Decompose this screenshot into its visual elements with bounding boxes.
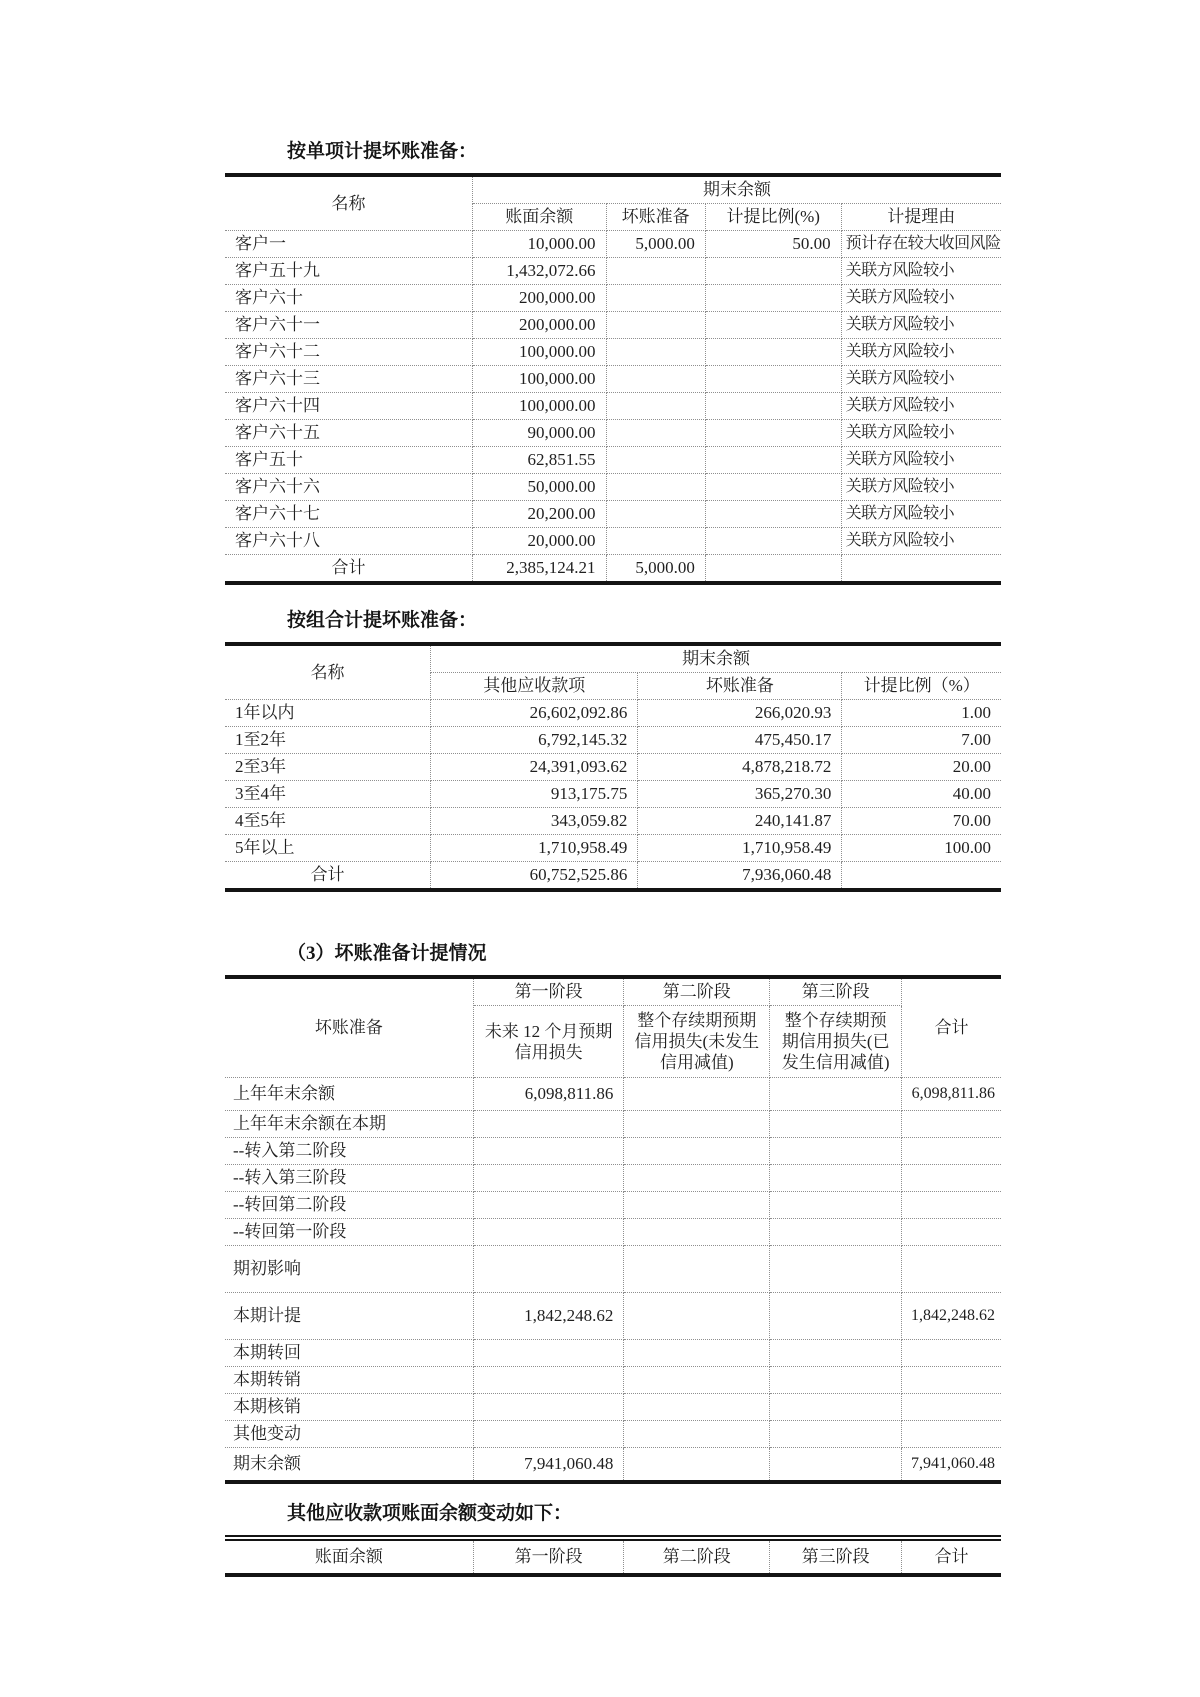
- receivable-cell: 1,710,958.49: [431, 835, 638, 862]
- stage2-cell: [624, 1421, 770, 1448]
- table-row: [225, 501, 1001, 528]
- item-label-cell: 本期转回: [225, 1340, 473, 1367]
- table-row: [225, 1138, 1001, 1165]
- total-cell: [902, 1219, 1001, 1246]
- book-balance-movement-table: [225, 1535, 1001, 1577]
- stage2-cell: [624, 1448, 770, 1483]
- name-cell: 客户六十四: [225, 393, 473, 420]
- name-cell: 客户六十三: [225, 366, 473, 393]
- section-book-balance-movement: [225, 1502, 1001, 1577]
- total-row: [225, 555, 1001, 584]
- item-label-cell: 本期转销: [225, 1367, 473, 1394]
- col-header-stage2-desc: 整个存续期预期信用损失(未发生信用减值): [624, 1006, 770, 1078]
- stage1-cell: [473, 1340, 624, 1367]
- provision-cell: [606, 258, 705, 285]
- total-row: [225, 862, 1001, 891]
- receivable-cell: 26,602,092.86: [431, 700, 638, 727]
- name-cell: 客户六十: [225, 285, 473, 312]
- balance-cell: 20,200.00: [473, 501, 606, 528]
- receivable-cell: 24,391,093.62: [431, 754, 638, 781]
- total-cell: [902, 1111, 1001, 1138]
- table-row: [225, 474, 1001, 501]
- stage2-cell: [624, 1394, 770, 1421]
- ratio-cell: [705, 285, 841, 312]
- total-label-cell: 合计: [225, 555, 473, 584]
- col-header-name: 名称: [225, 644, 431, 700]
- table-row: [225, 420, 1001, 447]
- item-label-cell: 期末余额: [225, 1448, 473, 1483]
- table-row: [225, 285, 1001, 312]
- item-label-cell: 本期计提: [225, 1293, 473, 1340]
- total-cell: [902, 1421, 1001, 1448]
- stage3-cell: [770, 1293, 902, 1340]
- table-row: [225, 393, 1001, 420]
- total-label-cell: 合计: [225, 862, 431, 891]
- total-cell: [902, 1367, 1001, 1394]
- stage2-cell: [624, 1192, 770, 1219]
- stage3-cell: [770, 1421, 902, 1448]
- provision-cell: [606, 420, 705, 447]
- col-header-stage2: 第二阶段: [624, 977, 770, 1006]
- provision-cell: [606, 501, 705, 528]
- total-cell: [902, 1340, 1001, 1367]
- section2-title: 按组合计提坏账准备：: [287, 610, 478, 631]
- stage3-cell: [770, 1246, 902, 1293]
- item-label-cell: 期初影响: [225, 1246, 473, 1293]
- balance-cell: 90,000.00: [473, 420, 606, 447]
- name-cell: 客户五十: [225, 447, 473, 474]
- provision-cell: [606, 312, 705, 339]
- provision-cell: [606, 447, 705, 474]
- col-header-stage3: 第三阶段: [770, 1538, 902, 1575]
- reason-cell: 关联方风险较小: [841, 339, 1001, 366]
- total-ratio-cell: [705, 555, 841, 584]
- portfolio-provision-table: [225, 642, 1001, 892]
- stage3-cell: [770, 1192, 902, 1219]
- header-row-stages: [225, 977, 1001, 1006]
- total-cell: 1,842,248.62: [902, 1293, 1001, 1340]
- item-label-cell: 其他变动: [225, 1421, 473, 1448]
- balance-cell: 100,000.00: [473, 366, 606, 393]
- table-row: [225, 1340, 1001, 1367]
- provision-cell: [606, 339, 705, 366]
- stage3-cell: [770, 1219, 902, 1246]
- col-header-provision-ratio: 计提比例（%）: [842, 673, 1001, 700]
- total-cell: 7,941,060.48: [902, 1448, 1001, 1483]
- table-row: [225, 231, 1001, 258]
- provision-cell: 240,141.87: [638, 808, 842, 835]
- header-row: [225, 1538, 1001, 1575]
- ratio-cell: 100.00: [842, 835, 1001, 862]
- table-row: [225, 312, 1001, 339]
- section4-title: 其他应收款项账面余额变动如下：: [287, 1503, 573, 1524]
- item-label-cell: --转入第二阶段: [225, 1138, 473, 1165]
- name-cell: 客户六十七: [225, 501, 473, 528]
- item-label-cell: 上年年末余额在本期: [225, 1111, 473, 1138]
- table-row: [225, 447, 1001, 474]
- stage2-cell: [624, 1138, 770, 1165]
- total-provision-cell: 7,936,060.48: [638, 862, 842, 891]
- item-label-cell: --转回第一阶段: [225, 1219, 473, 1246]
- table-row: [225, 1421, 1001, 1448]
- table-row: [225, 808, 1001, 835]
- provision-stage-table: [225, 975, 1001, 1484]
- ratio-cell: [705, 312, 841, 339]
- col-header-book-balance: 账面余额: [225, 1538, 473, 1575]
- col-header-provision: 坏账准备: [225, 977, 473, 1078]
- total-ratio-cell: [842, 862, 1001, 891]
- balance-cell: 100,000.00: [473, 393, 606, 420]
- col-header-total: 合计: [902, 1538, 1001, 1575]
- reason-cell: 关联方风险较小: [841, 528, 1001, 555]
- stage3-cell: [770, 1138, 902, 1165]
- section-portfolio-provision: [225, 609, 1001, 892]
- aging-cell: 1年以内: [225, 700, 431, 727]
- provision-cell: [606, 285, 705, 312]
- reason-cell: 预计存在较大收回风险: [841, 231, 1001, 258]
- balance-cell: 10,000.00: [473, 231, 606, 258]
- reason-cell: 关联方风险较小: [841, 285, 1001, 312]
- aging-cell: 1至2年: [225, 727, 431, 754]
- reason-cell: 关联方风险较小: [841, 474, 1001, 501]
- col-header-stage3: 第三阶段: [770, 977, 902, 1006]
- stage2-cell: [624, 1219, 770, 1246]
- table-row: [225, 1394, 1001, 1421]
- ratio-cell: [705, 447, 841, 474]
- ratio-cell: [705, 420, 841, 447]
- item-label-cell: 上年年末余额: [225, 1078, 473, 1111]
- ratio-cell: 70.00: [842, 808, 1001, 835]
- balance-cell: 20,000.00: [473, 528, 606, 555]
- name-cell: 客户六十二: [225, 339, 473, 366]
- ratio-cell: 1.00: [842, 700, 1001, 727]
- total-cell: [902, 1394, 1001, 1421]
- table-row: [225, 781, 1001, 808]
- stage3-cell: [770, 1078, 902, 1111]
- reason-cell: 关联方风险较小: [841, 366, 1001, 393]
- table-row: [225, 1293, 1001, 1340]
- total-reason-cell: [841, 555, 1001, 584]
- reason-cell: 关联方风险较小: [841, 393, 1001, 420]
- name-cell: 客户六十五: [225, 420, 473, 447]
- stage1-cell: [473, 1421, 624, 1448]
- provision-cell: 4,878,218.72: [638, 754, 842, 781]
- name-cell: 客户六十八: [225, 528, 473, 555]
- col-header-bad-debt-provision: 坏账准备: [606, 204, 705, 231]
- provision-cell: [606, 474, 705, 501]
- section1-title: 按单项计提坏账准备：: [287, 141, 478, 162]
- col-header-provision-ratio: 计提比例(%): [705, 204, 841, 231]
- col-header-stage2: 第二阶段: [624, 1538, 770, 1575]
- col-header-stage1: 第一阶段: [473, 1538, 624, 1575]
- stage2-cell: [624, 1078, 770, 1111]
- col-header-book-balance: 账面余额: [473, 204, 606, 231]
- stage1-cell: [473, 1219, 624, 1246]
- table-row: [225, 258, 1001, 285]
- stage1-cell: [473, 1367, 624, 1394]
- stage1-cell: [473, 1394, 624, 1421]
- header-row-group: [225, 175, 1001, 204]
- table-row: [225, 1448, 1001, 1483]
- table-row: [225, 1192, 1001, 1219]
- reason-cell: 关联方风险较小: [841, 420, 1001, 447]
- name-cell: 客户六十一: [225, 312, 473, 339]
- stage1-cell: 6,098,811.86: [473, 1078, 624, 1111]
- table-row: [225, 754, 1001, 781]
- stage2-cell: [624, 1293, 770, 1340]
- stage2-cell: [624, 1367, 770, 1394]
- stage3-cell: [770, 1165, 902, 1192]
- provision-cell: 365,270.30: [638, 781, 842, 808]
- document-page: [225, 0, 1001, 1577]
- stage1-cell: [473, 1138, 624, 1165]
- reason-cell: 关联方风险较小: [841, 447, 1001, 474]
- col-header-stage1: 第一阶段: [473, 977, 624, 1006]
- stage1-cell: [473, 1192, 624, 1219]
- col-header-ending-balance: 期末余额: [473, 175, 1001, 204]
- item-label-cell: 本期核销: [225, 1394, 473, 1421]
- balance-cell: 50,000.00: [473, 474, 606, 501]
- reason-cell: 关联方风险较小: [841, 258, 1001, 285]
- col-header-stage1-desc: 未来 12 个月预期信用损失: [473, 1006, 624, 1078]
- individual-provision-table: [225, 173, 1001, 585]
- ratio-cell: 7.00: [842, 727, 1001, 754]
- table-row: [225, 366, 1001, 393]
- stage2-cell: [624, 1340, 770, 1367]
- ratio-cell: 20.00: [842, 754, 1001, 781]
- stage3-cell: [770, 1448, 902, 1483]
- item-label-cell: --转回第二阶段: [225, 1192, 473, 1219]
- stage1-cell: 7,941,060.48: [473, 1448, 624, 1483]
- receivable-cell: 913,175.75: [431, 781, 638, 808]
- provision-cell: 266,020.93: [638, 700, 842, 727]
- table-row: [225, 1078, 1001, 1111]
- stage1-cell: [473, 1246, 624, 1293]
- balance-cell: 100,000.00: [473, 339, 606, 366]
- aging-cell: 3至4年: [225, 781, 431, 808]
- ratio-cell: [705, 528, 841, 555]
- balance-cell: 200,000.00: [473, 285, 606, 312]
- name-cell: 客户一: [225, 231, 473, 258]
- stage1-cell: 1,842,248.62: [473, 1293, 624, 1340]
- ratio-cell: [705, 393, 841, 420]
- ratio-cell: [705, 474, 841, 501]
- total-balance-cell: 2,385,124.21: [473, 555, 606, 584]
- col-header-total: 合计: [902, 977, 1001, 1078]
- section3-title: （3）坏账准备计提情况: [287, 943, 487, 964]
- stage2-cell: [624, 1246, 770, 1293]
- stage3-cell: [770, 1111, 902, 1138]
- col-header-provision-reason: 计提理由: [841, 204, 1001, 231]
- total-cell: [902, 1246, 1001, 1293]
- ratio-cell: [705, 366, 841, 393]
- total-cell: [902, 1165, 1001, 1192]
- stage3-cell: [770, 1340, 902, 1367]
- col-header-stage3-desc: 整个存续期预期信用损失(已发生信用减值): [770, 1006, 902, 1078]
- col-header-ending-balance: 期末余额: [431, 644, 1001, 673]
- item-label-cell: --转入第三阶段: [225, 1165, 473, 1192]
- col-header-name: 名称: [225, 175, 473, 231]
- stage1-cell: [473, 1111, 624, 1138]
- reason-cell: 关联方风险较小: [841, 501, 1001, 528]
- col-header-bad-debt-provision: 坏账准备: [638, 673, 842, 700]
- table-row: [225, 1246, 1001, 1293]
- receivable-cell: 6,792,145.32: [431, 727, 638, 754]
- total-cell: [902, 1192, 1001, 1219]
- balance-cell: 200,000.00: [473, 312, 606, 339]
- header-row-group: [225, 644, 1001, 673]
- table-row: [225, 528, 1001, 555]
- section-individual-provision: [225, 140, 1001, 585]
- table-row: [225, 727, 1001, 754]
- total-cell: [902, 1138, 1001, 1165]
- ratio-cell: [705, 258, 841, 285]
- total-provision-cell: 5,000.00: [606, 555, 705, 584]
- table-row: [225, 339, 1001, 366]
- provision-cell: 1,710,958.49: [638, 835, 842, 862]
- aging-cell: 5年以上: [225, 835, 431, 862]
- balance-cell: 62,851.55: [473, 447, 606, 474]
- provision-cell: 475,450.17: [638, 727, 842, 754]
- stage3-cell: [770, 1394, 902, 1421]
- total-receivable-cell: 60,752,525.86: [431, 862, 638, 891]
- stage2-cell: [624, 1165, 770, 1192]
- table-row: [225, 1367, 1001, 1394]
- provision-cell: [606, 393, 705, 420]
- provision-cell: 5,000.00: [606, 231, 705, 258]
- aging-cell: 4至5年: [225, 808, 431, 835]
- table-row: [225, 1111, 1001, 1138]
- section-provision-stages: [225, 942, 1001, 1484]
- ratio-cell: [705, 501, 841, 528]
- aging-cell: 2至3年: [225, 754, 431, 781]
- ratio-cell: [705, 339, 841, 366]
- stage3-cell: [770, 1367, 902, 1394]
- stage2-cell: [624, 1111, 770, 1138]
- provision-cell: [606, 528, 705, 555]
- name-cell: 客户五十九: [225, 258, 473, 285]
- table-row: [225, 835, 1001, 862]
- receivable-cell: 343,059.82: [431, 808, 638, 835]
- total-cell: 6,098,811.86: [902, 1078, 1001, 1111]
- col-header-other-receivables: 其他应收款项: [431, 673, 638, 700]
- table-row: [225, 1219, 1001, 1246]
- ratio-cell: 50.00: [705, 231, 841, 258]
- ratio-cell: 40.00: [842, 781, 1001, 808]
- name-cell: 客户六十六: [225, 474, 473, 501]
- table-row: [225, 1165, 1001, 1192]
- balance-cell: 1,432,072.66: [473, 258, 606, 285]
- provision-cell: [606, 366, 705, 393]
- stage1-cell: [473, 1165, 624, 1192]
- reason-cell: 关联方风险较小: [841, 312, 1001, 339]
- table-row: [225, 700, 1001, 727]
